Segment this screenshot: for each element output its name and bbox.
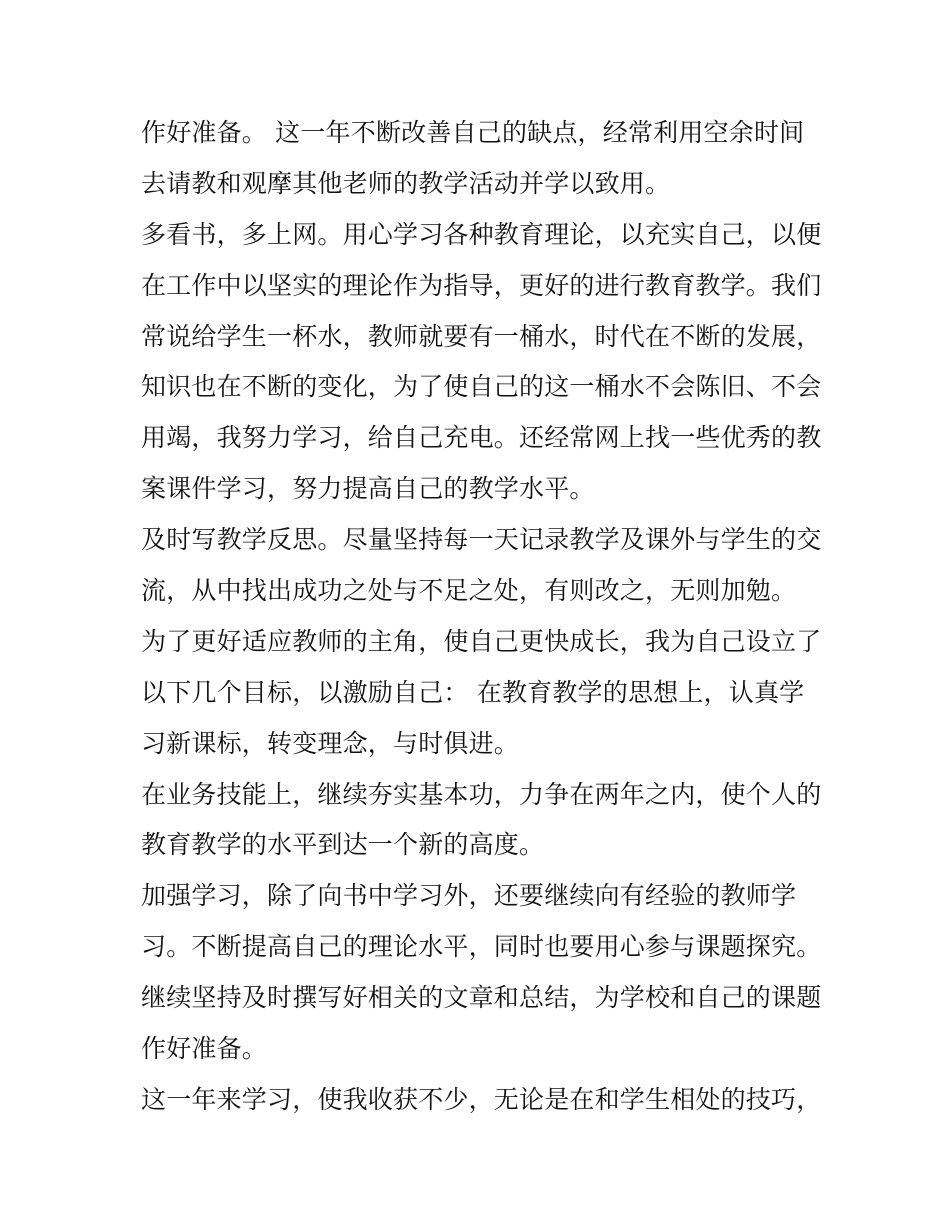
text-line: 流，从中找出成功之处与不足之处，有则改之，无则加勉。 [141, 576, 797, 606]
text-line: 去请教和观摩其他老师的教学活动并学以致用。 [141, 168, 671, 198]
document-body [141, 108, 821, 1126]
text-line: 继续坚持及时撰写好相关的文章和总结，为学校和自己的课题 [141, 983, 822, 1013]
text-line: 常说给学生一杯水，教师就要有一桶水，时代在不断的发展， [141, 321, 822, 351]
text-line: 为了更好适应教师的主角，使自己更快成长，我为自己设立了 [141, 626, 822, 656]
text-line: 教育教学的水平到达一个新的高度。 [141, 830, 545, 860]
text-line: 习新课标，转变理念，与时俱进。 [141, 728, 520, 758]
text-line: 加强学习，除了向书中学习外，还要继续向有经验的教师学 [141, 881, 797, 911]
text-line: 知识也在不断的变化，为了使自己的这一桶水不会陈旧、不会 [141, 372, 822, 402]
text-line: 习。不断提高自己的理论水平，同时也要用心参与课题探究。 [141, 932, 822, 962]
text-line: 这一年来学习，使我收获不少，无论是在和学生相处的技巧， [141, 1084, 822, 1114]
text-line: 作好准备。 [141, 1034, 268, 1064]
text-line: 在工作中以坚实的理论作为指导，更好的进行教育教学。我们 [141, 270, 822, 300]
text-line: 用竭，我努力学习，给自己充电。还经常网上找一些优秀的教 [141, 423, 822, 453]
text-line: 案课件学习，努力提高自己的教学水平。 [141, 474, 595, 504]
text-line: 及时写教学反思。尽量坚持每一天记录教学及课外与学生的交 [141, 525, 822, 555]
text-line: 多看书，多上网。用心学习各种教育理论，以充实自己，以便 [141, 219, 822, 249]
text-line: 在业务技能上，继续夯实基本功，力争在两年之内，使个人的 [141, 779, 822, 809]
text-line: 以下几个目标，以激励自己： 在教育教学的思想上，认真学 [141, 677, 805, 707]
text-line: 作好准备。 这一年不断改善自己的缺点，经常利用空余时间 [141, 118, 805, 147]
